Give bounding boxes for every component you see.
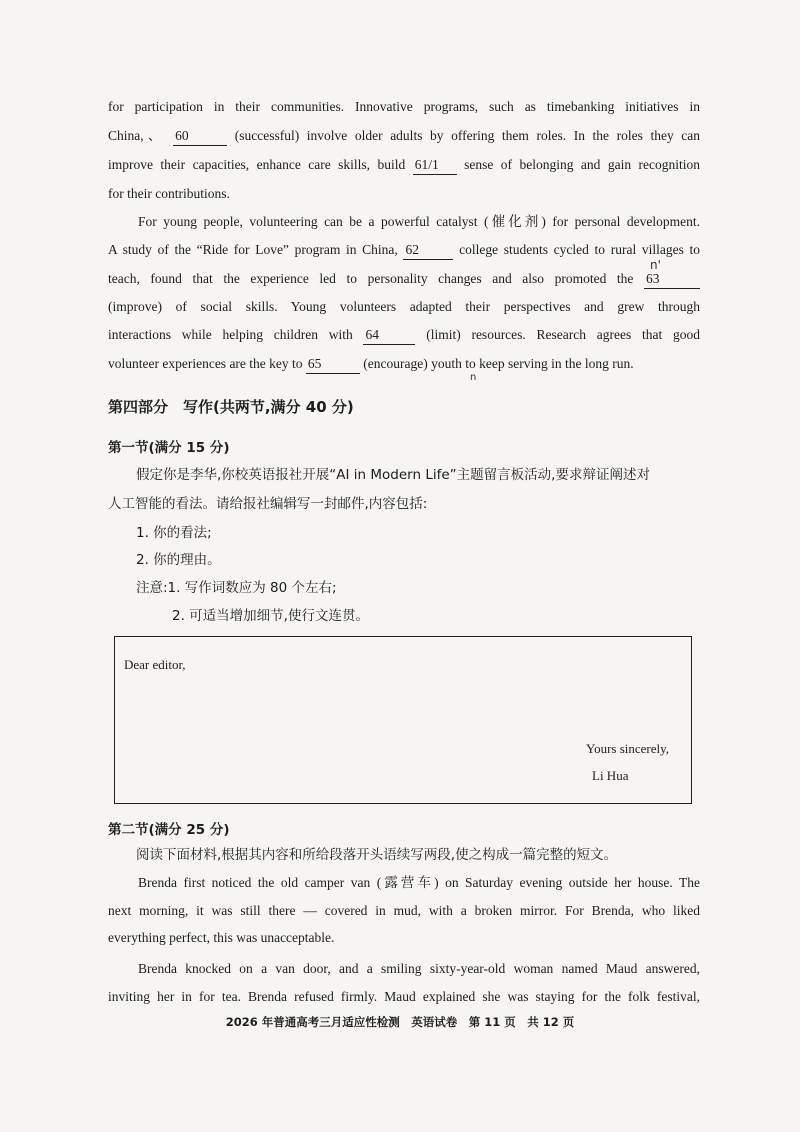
passage-p2-line-1: For young people, volunteering can be a powerful catalyst (催化剂) for personal development.: [138, 214, 700, 229]
page-footer: 2026 年普通高考三月适应性检测 英语试卷 第 11 页 共 12 页: [225, 1015, 575, 1029]
passage-line-1: for participation in their communities. Innovative programs, such as timebanking initiatives in: [108, 99, 700, 114]
handwritten-mark: n': [650, 258, 661, 272]
passage-p2-line-3: [108, 270, 700, 289]
passage-text: college students cycled to rural villages to: [459, 242, 701, 257]
passage-p2-line-4: (improve) of social skills. Young volunteers adapted their perspectives and grew through: [108, 299, 700, 314]
blank-61[interactable]: 61/1: [413, 156, 457, 175]
passage-line-3: [108, 156, 700, 175]
passage-text: A study of the “Ride for Love” program in China,: [108, 242, 398, 257]
section1-title: 第一节(满分 15 分): [108, 440, 230, 456]
passage-p2-line-5: [108, 326, 700, 345]
note-line-1: 注意:1. 写作词数应为 80 个左右;: [136, 580, 337, 596]
section2-title: 第二节(满分 25 分): [108, 822, 230, 838]
passage-p2-line-6: [108, 355, 700, 374]
section1-prompt-line-2: 人工智能的看法。请给报社编辑写一封邮件,内容包括:: [108, 496, 428, 512]
passage-text: interactions while helping children with: [108, 327, 353, 342]
letter-answer-box[interactable]: [114, 636, 692, 804]
story-p2-line-1: Brenda knocked on a van door, and a smiling sixty-year-old woman named Maud answered,: [138, 961, 700, 976]
letter-signature: Li Hua: [592, 768, 629, 783]
requirement-item-2: 2. 你的理由。: [136, 552, 221, 568]
blank-60[interactable]: 60: [173, 127, 227, 146]
part4-title: 第四部分 写作(共两节,满分 40 分): [108, 398, 354, 416]
passage-text: volunteer experiences are the key to: [108, 356, 303, 371]
letter-closing: Yours sincerely,: [586, 741, 670, 756]
story-p1-line-1: Brenda first noticed the old camper van (露营车) on Saturday evening outside her house. The: [138, 875, 700, 890]
story-p1-line-2: next morning, it was still there — covered in mud, with a broken mirror. For Brenda, who liked: [108, 903, 700, 918]
requirement-item-1: 1. 你的看法;: [136, 525, 212, 541]
section2-instruction: 阅读下面材料,根据其内容和所给段落开头语续写两段,使之构成一篇完整的短文。: [136, 847, 618, 863]
passage-text: (limit) resources. Research agrees that good: [426, 327, 700, 342]
story-p1-line-3: everything perfect, this was unacceptable.: [108, 930, 335, 945]
passage-line-2: [108, 127, 700, 146]
passage-text: teach, found that the experience led to personality changes and also promoted the: [108, 271, 634, 286]
passage-text: sense of belonging and gain recognition: [464, 157, 700, 172]
section1-prompt-line-1: 假定你是李华,你校英语报社开展“AI in Modern Life”主题留言板活动,要求辩证阐述对: [136, 467, 650, 483]
passage-text: (successful) involve older adults by offering them roles. In the roles they can: [234, 128, 701, 143]
note-line-2: 2. 可适当增加细节,使行文连贯。: [172, 608, 369, 624]
blank-65[interactable]: 65: [306, 355, 360, 374]
passage-text: improve their capacities, enhance care skills, build: [108, 157, 406, 172]
blank-62[interactable]: 62: [403, 241, 453, 260]
passage-p2-line-2: [108, 241, 700, 260]
passage-text: (encourage) youth to keep serving in the long run.: [363, 356, 634, 371]
blank-63[interactable]: 63: [644, 270, 700, 289]
letter-greeting: Dear editor,: [124, 657, 186, 672]
blank-64[interactable]: 64: [363, 326, 415, 345]
passage-line-4: for their contributions.: [108, 186, 230, 201]
passage-text: China,、: [108, 128, 166, 143]
handwritten-mark: n: [470, 372, 477, 383]
story-p2-line-2: inviting her in for tea. Brenda refused firmly. Maud explained she was staying for the folk festival,: [108, 989, 700, 1004]
